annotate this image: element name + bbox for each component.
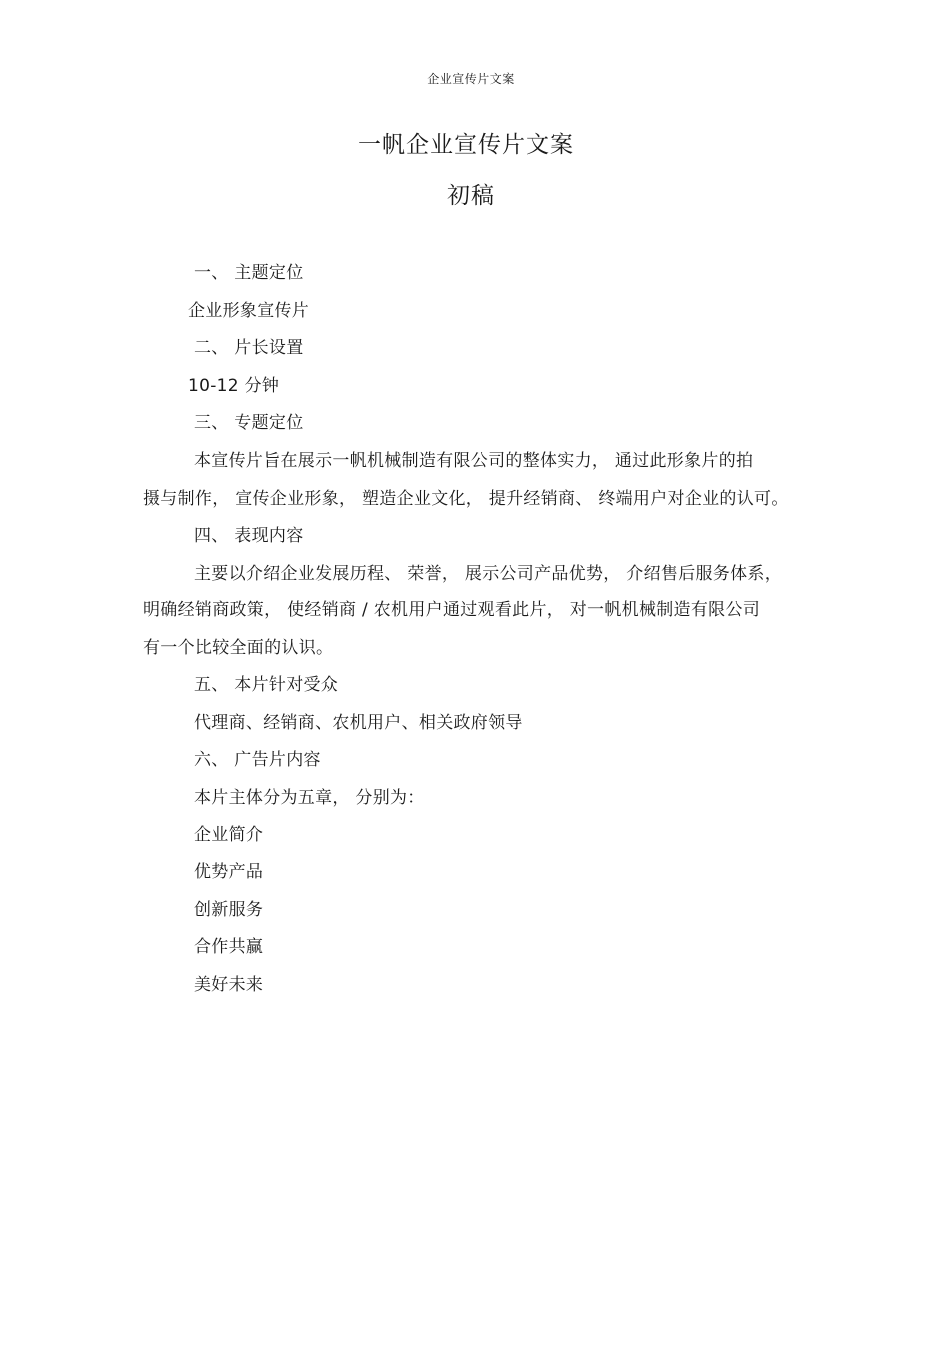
body-text-content-2: 明确经销商政策， 使经销商 / 农机用户通过观看此片， 对一帆机械制造有限公司 — [143, 600, 761, 620]
chapter-item-3: 创新服务 — [194, 900, 264, 920]
section-heading-ad-content: 六、 广告片内容 — [194, 750, 321, 770]
section-heading-content: 四、 表现内容 — [194, 526, 304, 546]
running-header: 企业宣传片文案 — [427, 72, 515, 86]
body-text-topic-2: 摄与制作， 宣传企业形象， 塑造企业文化， 提升经销商、 终端用户对企业的认可。 — [143, 489, 789, 509]
section-heading-length: 二、 片长设置 — [194, 338, 304, 358]
body-text-theme: 企业形象宣传片 — [188, 301, 310, 321]
chapter-item-1: 企业简介 — [194, 825, 264, 845]
document-subtitle: 初稿 — [447, 183, 495, 209]
chapter-item-5: 美好未来 — [194, 975, 264, 995]
chapter-item-4: 合作共赢 — [194, 937, 264, 957]
section-heading-audience: 五、 本片针对受众 — [194, 675, 339, 695]
body-text-audience: 代理商、经销商、农机用户、相关政府领导 — [194, 713, 523, 733]
body-text-content-1: 主要以介绍企业发展历程、 荣誉， 展示公司产品优势， 介绍售后服务体系， — [194, 564, 783, 584]
body-text-chapters-intro: 本片主体分为五章， 分别为： — [194, 788, 425, 808]
chapter-item-2: 优势产品 — [194, 862, 264, 882]
body-text-length: 10-12 分钟 — [188, 376, 280, 396]
body-text-topic-1: 本宣传片旨在展示一帆机械制造有限公司的整体实力， 通过此形象片的拍 — [194, 451, 754, 471]
document-title: 一帆企业宣传片文案 — [358, 132, 574, 158]
body-text-content-3: 有一个比较全面的认识。 — [143, 638, 334, 658]
section-heading-theme: 一、 主题定位 — [194, 263, 304, 283]
section-heading-topic: 三、 专题定位 — [194, 413, 304, 433]
